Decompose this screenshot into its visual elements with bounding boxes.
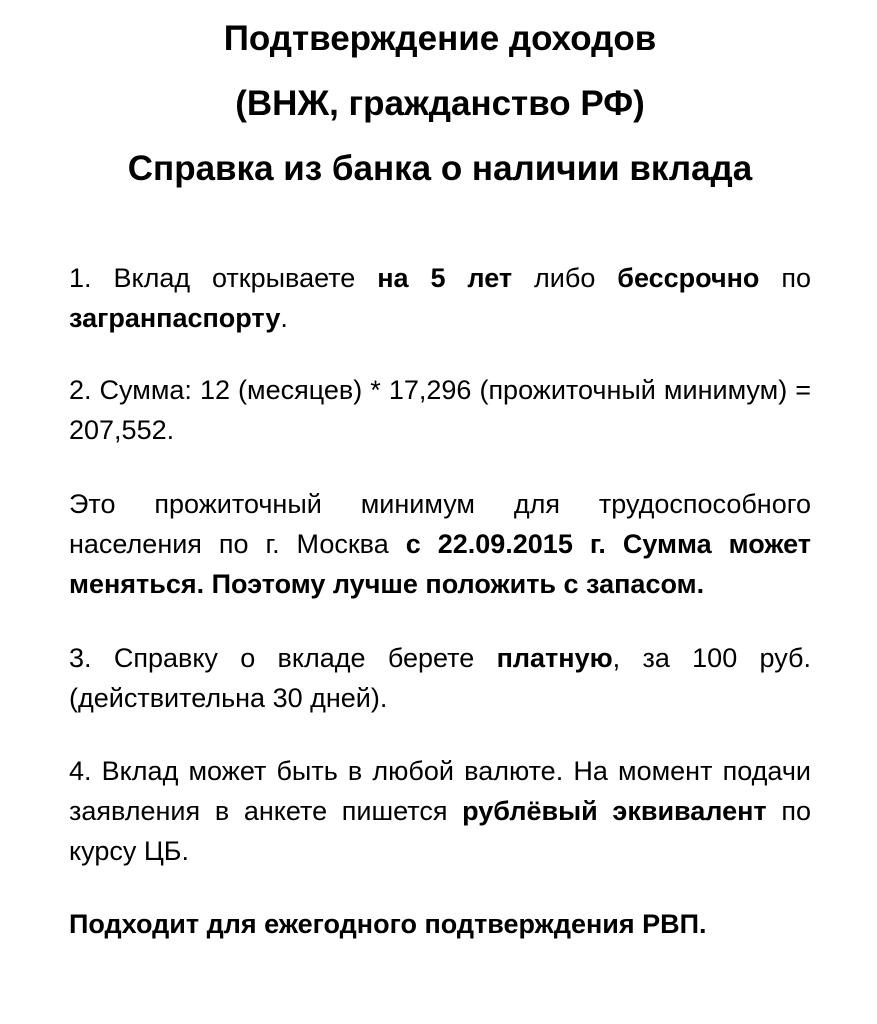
paragraph-subsistence-minimum <box>69 484 811 604</box>
text-fragment: , за 100 руб. (действительна 30 дней). <box>69 643 811 713</box>
paragraph-currency <box>69 751 811 871</box>
text-fragment: 1. Вклад открываете <box>69 263 378 293</box>
text-fragment: либо <box>512 263 618 293</box>
bold-term: рублёвый эквивалент <box>462 796 767 826</box>
bold-term: бессрочно <box>617 263 760 293</box>
text-fragment: Это прожиточный минимум для трудоспособного населения по г. Москва <box>69 489 811 559</box>
bold-term: загранпаспорту <box>69 303 281 333</box>
text-fragment: по курсу ЦБ. <box>69 796 811 866</box>
text-fragment: 3. Справку о вкладе берете <box>69 643 497 673</box>
title-line-3: Справка из банка о наличии вклада <box>127 149 753 188</box>
paragraph-sum: 2. Сумма: 12 (месяцев) * 17,296 (прожиточный минимум) = 207,552. <box>69 375 811 445</box>
title-line-2: (ВНЖ, гражданство РФ) <box>235 84 645 123</box>
text-fragment: 4. Вклад может быть в любой валюте. На момент подачи заявления в анкете пишется <box>69 756 811 826</box>
text-fragment: . <box>280 303 288 333</box>
bold-term: Подходит для ежегодного подтверждения РВП. <box>69 909 707 939</box>
paragraph-rvp-note <box>69 904 811 944</box>
bold-term: платную <box>496 643 613 673</box>
text-fragment: по <box>759 263 811 293</box>
paragraph-deposit-term <box>69 258 811 338</box>
title-line-1: Подтверждение доходов <box>223 19 657 58</box>
bold-term: с 22.09.2015 г. Сумма может меняться. Поэтому лучше положить с запасом. <box>69 529 812 599</box>
paragraph-certificate <box>69 638 811 718</box>
bold-term: на 5 лет <box>377 263 513 293</box>
